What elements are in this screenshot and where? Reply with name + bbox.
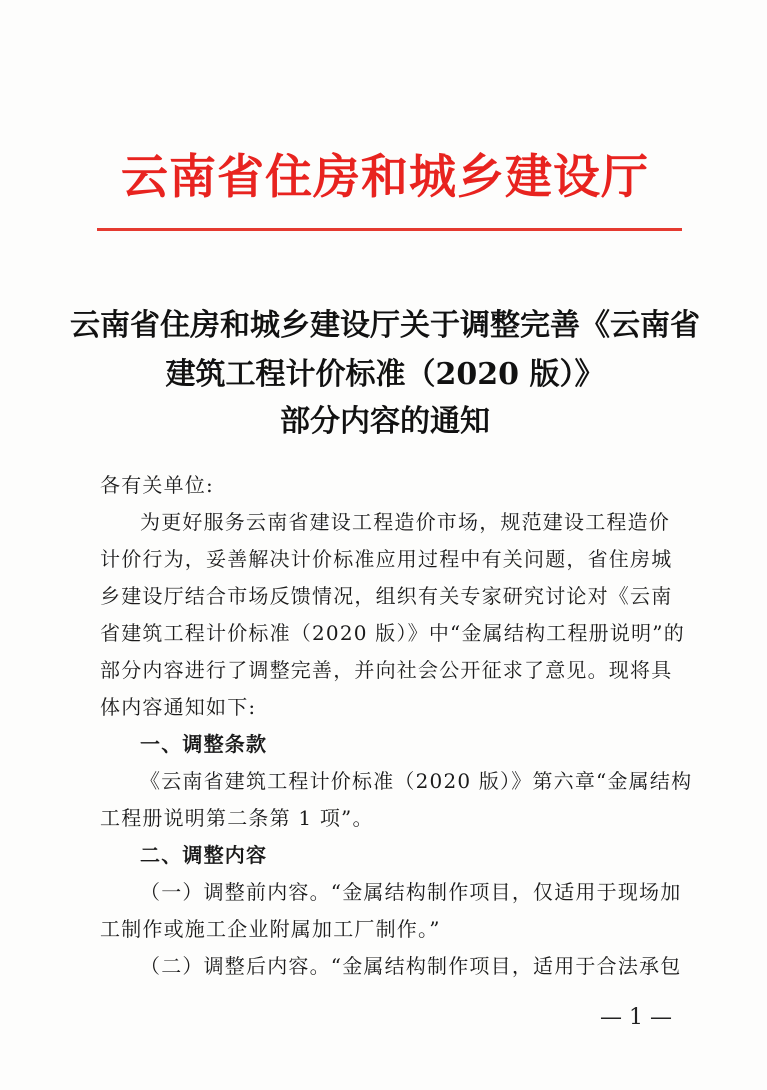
paragraph-line: 工程册说明第二条第 1 项”。 bbox=[100, 806, 374, 830]
paragraph-line: 乡建设厅结合市场反馈情况，组织有关专家研究讨论对《云南 bbox=[100, 584, 673, 608]
section-heading: 二、调整内容 bbox=[140, 843, 268, 867]
document-title-line-2: 建筑工程计价标准（2020 版）》 bbox=[165, 357, 605, 392]
document-title-line-1: 云南省住房和城乡建设厅关于调整完善《云南省 bbox=[70, 308, 700, 343]
page-number: — 1 — bbox=[600, 1005, 672, 1030]
paragraph-line: （一）调整前内容。“金属结构制作项目，仅适用于现场加 bbox=[140, 880, 682, 904]
paragraph-line: 工制作或施工企业附属加工厂制作。” bbox=[100, 917, 441, 941]
paragraph-line: 《云南省建筑工程计价标准（2020 版）》第六章“金属结构 bbox=[140, 769, 693, 793]
red-separator-line bbox=[97, 228, 682, 231]
paragraph-line: 省建筑工程计价标准（2020 版）》中“金属结构工程册说明”的 bbox=[100, 621, 685, 645]
paragraph-line: （二）调整后内容。“金属结构制作项目，适用于合法承包 bbox=[140, 954, 682, 978]
issuer-header: 云南省住房和城乡建设厅 bbox=[121, 150, 649, 205]
salutation: 各有关单位: bbox=[100, 473, 214, 497]
paragraph-line: 部分内容进行了调整完善，并向社会公开征求了意见。现将具 bbox=[100, 658, 673, 682]
section-heading: 一、调整条款 bbox=[140, 732, 268, 756]
paragraph-line: 体内容通知如下: bbox=[100, 695, 257, 719]
document-title-line-3: 部分内容的通知 bbox=[280, 404, 490, 439]
paragraph-line: 为更好服务云南省建设工程造价市场，规范建设工程造价 bbox=[140, 510, 670, 534]
paragraph-line: 计价行为，妥善解决计价标准应用过程中有关问题，省住房城 bbox=[100, 547, 673, 571]
